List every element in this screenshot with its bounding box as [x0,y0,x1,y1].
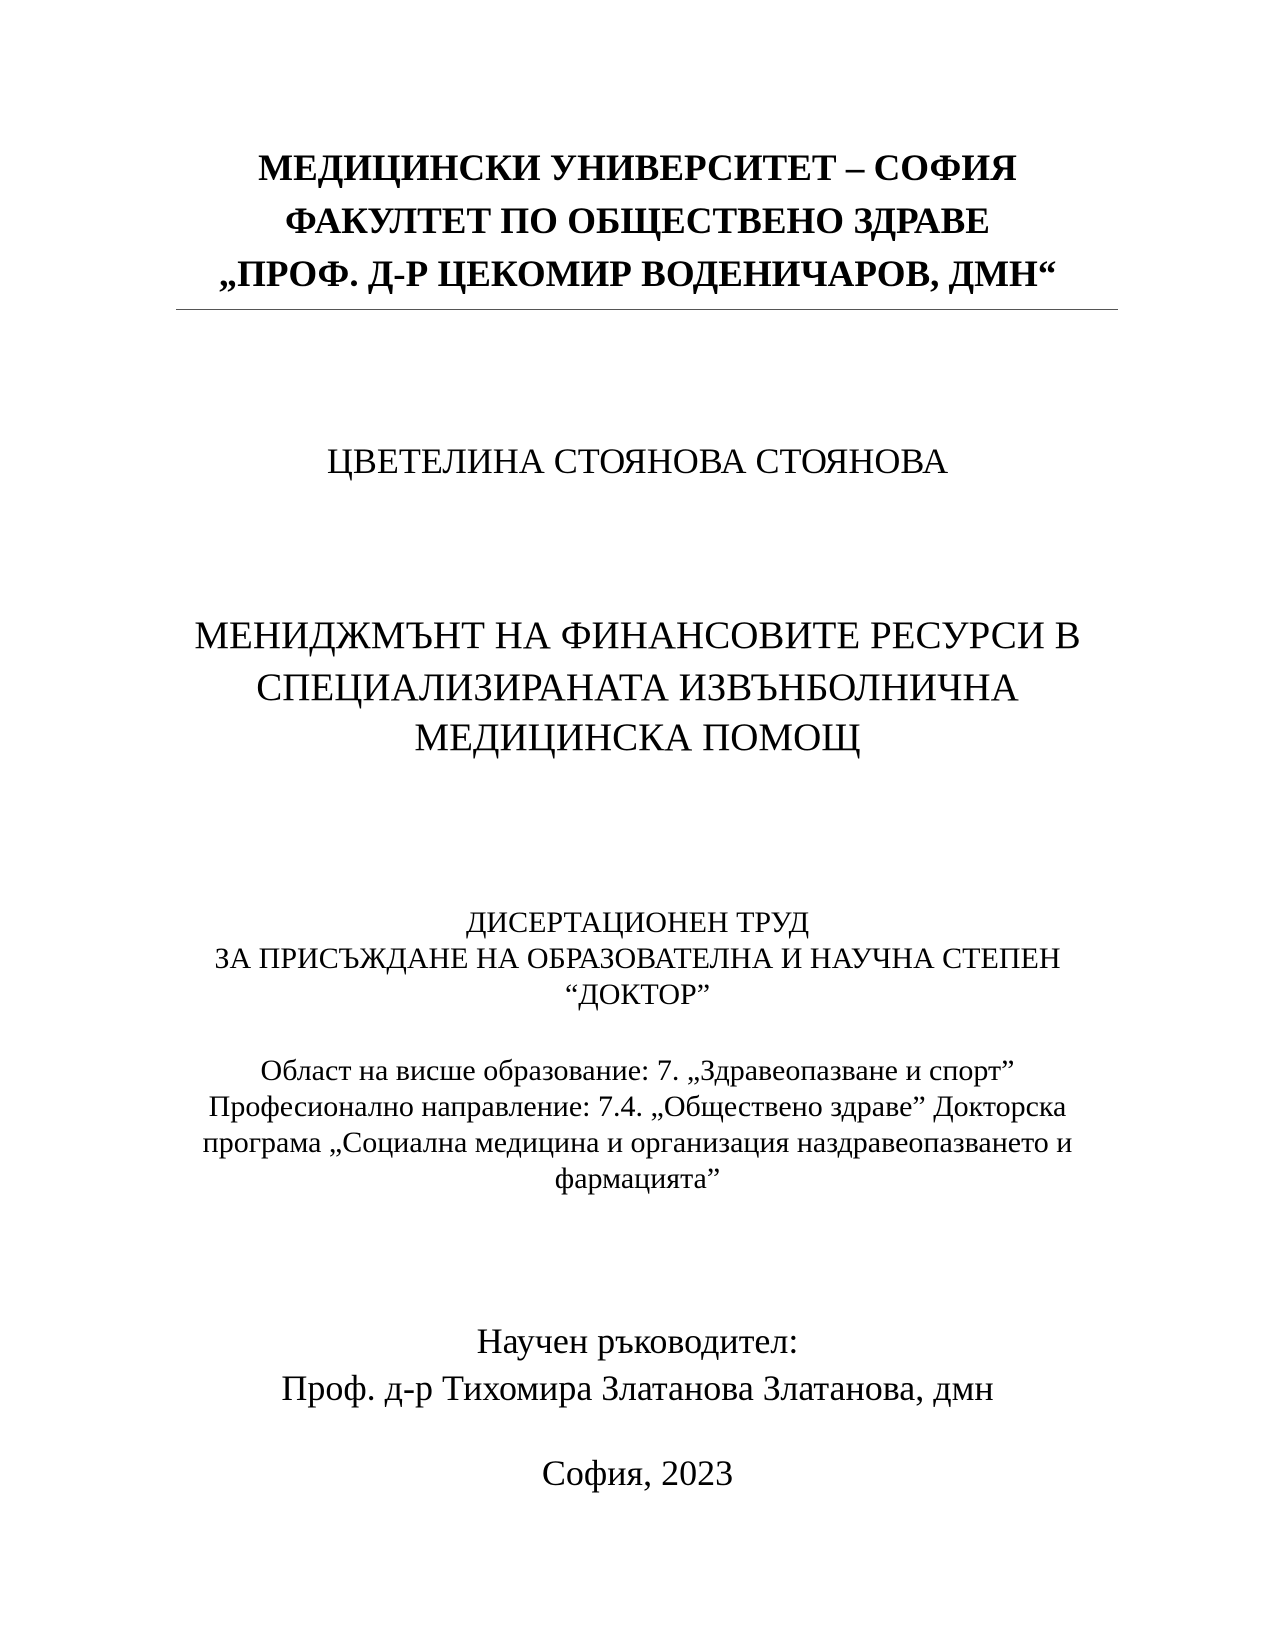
dissertation-purpose: ЗА ПРИСЪЖДАНЕ НА ОБРАЗОВАТЕЛНА И НАУЧНА СТЕПЕН [214,942,1061,975]
dissertation-type: ДИСЕРТАЦИОНЕН ТРУД [465,906,810,939]
doctoral-program: програма „Социална медицина и организация наздравеопазването и [202,1126,1073,1159]
thesis-title-line-3: МЕДИЦИНСКА ПОМОЩ [414,716,861,759]
supervisor-name: Проф. д-р Тихомира Златанова Златанова, дмн [281,1368,994,1408]
author-name: ЦВЕТЕЛИНА СТОЯНОВА СТОЯНОВА [326,441,949,481]
degree-name: “ДОКТОР” [564,978,711,1011]
faculty-namesake: „ПРОФ. Д-Р ЦЕКОМИР ВОДЕНИЧАРОВ, ДМН“ [218,254,1057,295]
place-and-year: София, 2023 [541,1453,734,1493]
doctoral-program-continued: фармацията” [554,1162,721,1195]
thesis-title-line-1: МЕНИДЖМЪНТ НА ФИНАНСОВИТЕ РЕСУРСИ В [194,614,1081,657]
university-name: МЕДИЦИНСКИ УНИВЕРСИТЕТ – СОФИЯ [258,148,1017,189]
professional-direction: Професионално направление: 7.4. „Обществено здраве” Докторска [208,1090,1067,1123]
header-divider [176,309,1118,310]
supervisor-label: Научен ръководител: [476,1321,799,1361]
field-of-education: Област на висше образование: 7. „Здравеопазване и спорт” [260,1054,1015,1087]
faculty-name: ФАКУЛТЕТ ПО ОБЩЕСТВЕНО ЗДРАВЕ [285,201,990,242]
thesis-title-line-2: СПЕЦИАЛИЗИРАНАТА ИЗВЪНБОЛНИЧНА [256,666,1019,709]
